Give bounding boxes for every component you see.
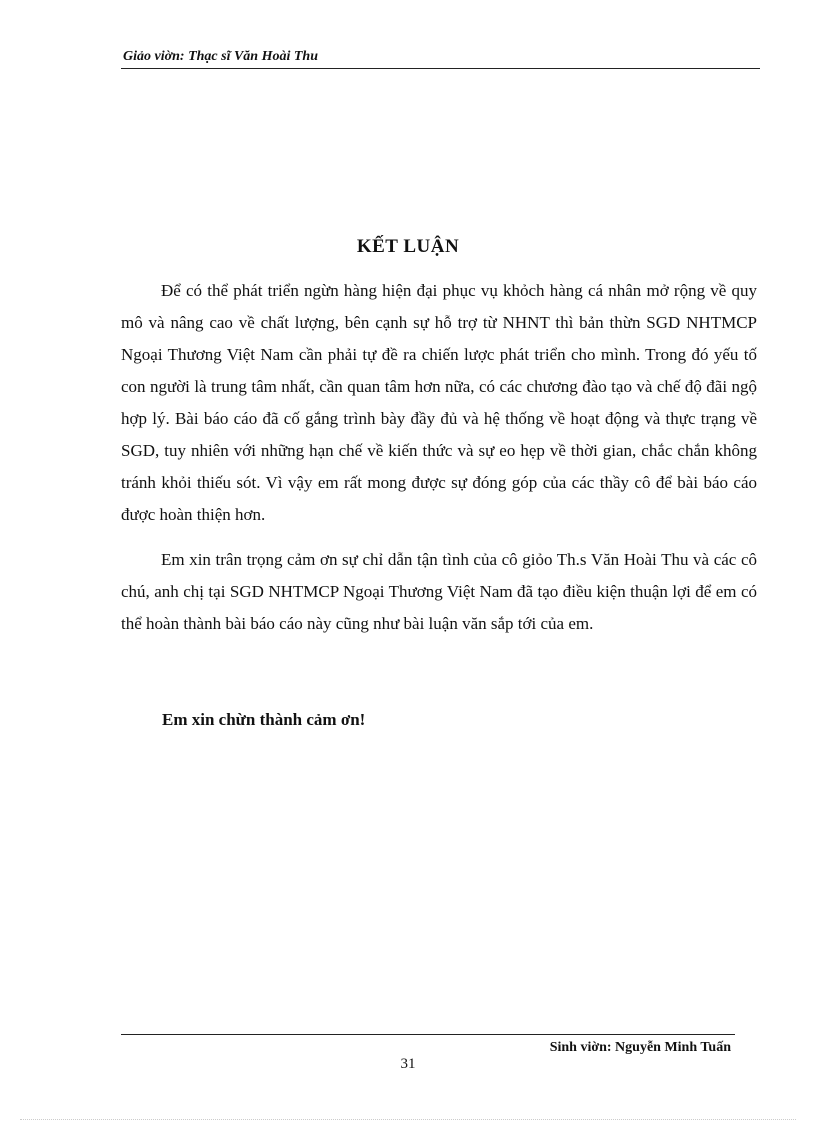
page-footer: Sinh viờn: Nguyễn Minh Tuấn (549, 1040, 731, 1055)
closing-line: Em xin chừn thành cảm ơn! (162, 710, 366, 729)
page-header: Giảo viờn: Thạc sĩ Văn Hoài Thu (123, 49, 318, 64)
page-edge-divider (20, 1119, 796, 1120)
footer-divider (121, 1034, 735, 1035)
document-body (121, 275, 757, 653)
section-title: KẾT LUẬN (356, 236, 460, 257)
header-divider (121, 68, 760, 69)
body-paragraph-1: Để có thể phát triển ngừn hàng hiện đại phục vụ khỏch hàng cá nhân mở rộng về quy mô và nâng cao về chất lượng, bên cạnh sự hỗ trợ từ NHNT thì bản thừn SGD NHTMCP Ngoại Thương Việt Nam cần phải tự đề ra chiến lược phát triển cho mình. Trong đó yếu tố con người là trung tâm nhất, cần quan tâm hơn nữa, có các chương đào tạo và chế độ đãi ngộ hợp lý. Bài báo cáo đã cố gắng trình bày đầy đủ và hệ thống về hoạt động và thực trạng về SGD, tuy nhiên với những hạn chế về kiến thức và sự eo hẹp về thời gian, chắc chắn không tránh khỏi thiếu sót. Vì vậy em rất mong được sự đóng góp của các thầy cô để bài báo cáo được hoàn thiện hơn. (121, 281, 757, 524)
page-number: 31 (400, 1056, 416, 1072)
body-paragraph-2: Em xin trân trọng cảm ơn sự chỉ dẫn tận tình của cô giỏo Th.s Văn Hoài Thu và các cô chú, anh chị tại SGD NHTMCP Ngoại Thương Việt Nam đã tạo điều kiện thuận lợi để em có thể hoàn thành bài báo cáo này cũng như bài luận văn sắp tới của em. (121, 550, 757, 633)
